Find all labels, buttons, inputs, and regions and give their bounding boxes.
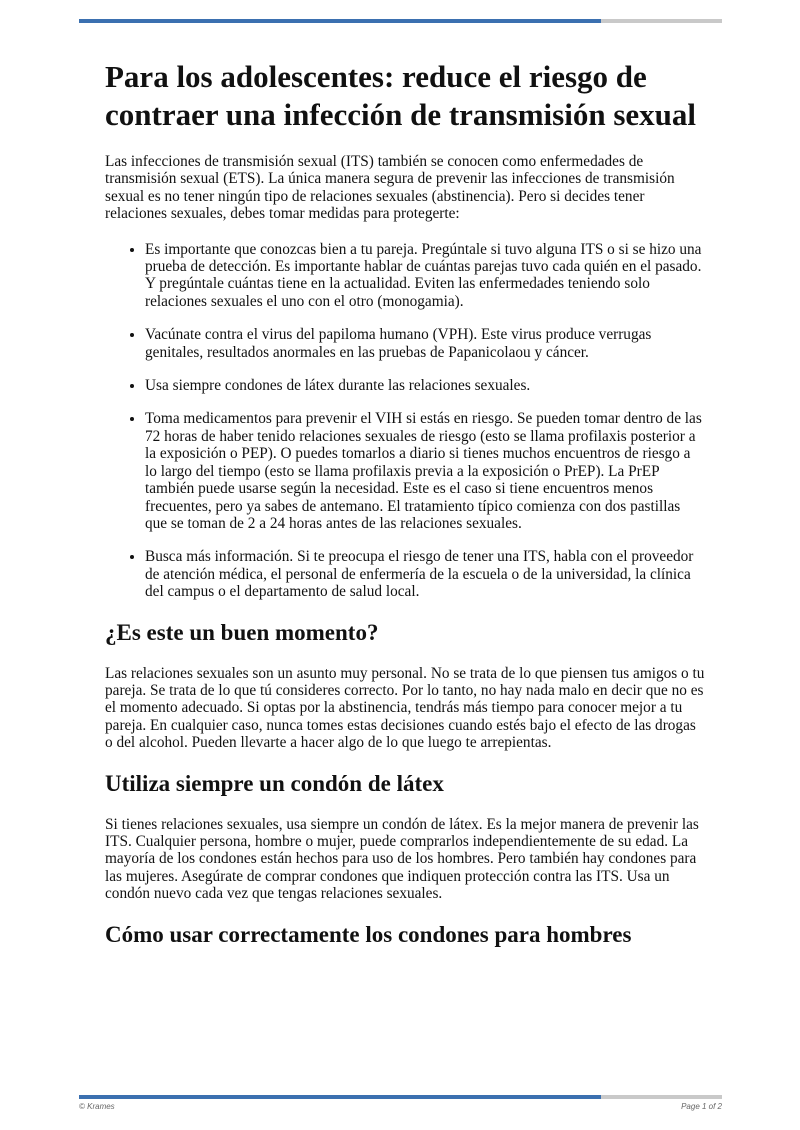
section-body-good-moment: Las relaciones sexuales son un asunto muy personal. No se trata de lo que piensen tus amigos o tu pareja. Se trata de lo que tú consideres correcto. Por lo tanto, no hay nada malo en decir que no es el momento adecuado. Si optas por la abstinencia, tendrás más tiempo para conocer mejor a tu pareja. En cualquier caso, nunca tomes estas decisiones cuando estés bajo el efecto de las drogas o del alcohol. Pueden llevarte a hacer algo de lo que luego te arrepientas. (105, 664, 705, 752)
list-item: • Toma medicamentos para prevenir el VIH si estás en riesgo. Se pueden tomar dentro de las 72 horas de haber tenido relaciones sexuales de riesgo (esto se llama profilaxis posterior a la exposición o PEP). O puedes tomarlos a diario si tienes muchos encuentros de riesgo a lo largo del tiempo (esto se llama profilaxis previa a la exposición o PrEP). La PrEP también puede usarse según la necesidad. Este es el caso si tiene encuentros menos frecuentes, pero ya sabes de antemano. El tratamiento típico comienza con dos pastillas que se toman de 2 a 24 horas antes de las relaciones sexuales. (145, 410, 705, 532)
header-rule-accent (79, 19, 601, 23)
footer-rule-accent (79, 1095, 601, 1099)
footer-page-number: Page 1 of 2 (681, 1102, 722, 1111)
list-item: • Usa siempre condones de látex durante las relaciones sexuales. (145, 377, 705, 394)
document-body (105, 58, 705, 967)
list-item: • Busca más información. Si te preocupa el riesgo de tener una ITS, habla con el proveedor de atención médica, el personal de enfermería de la escuela o de la universidad, la clínica del campus o el departamento de salud local. (145, 548, 705, 600)
header-rule (79, 19, 722, 23)
section-heading-good-moment: ¿Es este un buen momento? (105, 619, 379, 645)
intro-paragraph: Las infecciones de transmisión sexual (ITS) también se conocen como enfermedades de transmisión sexual (ETS). La única manera segura de prevenir las infecciones de transmisión sexual es no tener ningún tipo de relaciones sexuales (abstinencia). Pero si decides tener relaciones sexuales, debes tomar medidas para protegerte: (105, 153, 675, 223)
page-title: Para los adolescentes: reduce el riesgo de contraer una infección de transmisión sexual (105, 59, 696, 132)
footer-copyright: © Krames (79, 1102, 115, 1111)
section-heading-condom-usage: Cómo usar correctamente los condones para hombres (105, 921, 632, 947)
section-body-latex-condom: Si tienes relaciones sexuales, usa siempre un condón de látex. Es la mejor manera de prevenir las ITS. Cualquier persona, hombre o mujer, puede comprarlos independientemente de su edad. La mayoría de los condones están hechos para uso de los hombres. Pero también hay condones para las mujeres. Asegúrate de comprar condones que indiquen protección contra las ITS. Usa un condón nuevo cada vez que tengas relaciones sexuales. (105, 815, 699, 903)
prevention-list (105, 241, 705, 601)
list-item: • Vacúnate contra el virus del papiloma humano (VPH). Este virus produce verrugas genitales, resultados anormales en las pruebas de Papanicolaou y cáncer. (145, 326, 705, 361)
section-heading-latex-condom: Utiliza siempre un condón de látex (105, 770, 444, 796)
footer-rule (79, 1095, 722, 1099)
list-item: • Es importante que conozcas bien a tu pareja. Pregúntale si tuvo alguna ITS o si se hizo una prueba de detección. Es importante hablar de cuántas parejas tuvo cada quién en el pasado. Y pregúntale cuántas tiene en la actualidad. Eviten las enfermedades teniendo solo relaciones sexuales el uno con el otro (monogamia). (145, 241, 705, 311)
